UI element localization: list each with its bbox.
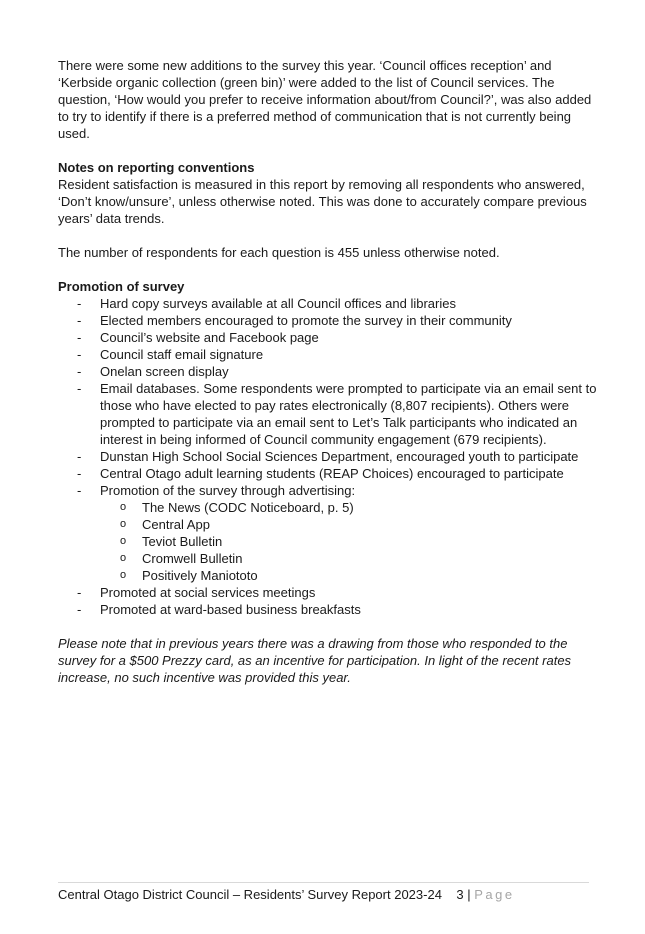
- list-item: o Positively Maniototo: [120, 568, 258, 583]
- dash-bullet: -: [77, 296, 82, 311]
- conventions-heading: Notes on reporting conventions: [58, 160, 255, 175]
- footer-separator: |: [467, 887, 471, 902]
- list-item: o The News (CODC Noticeboard, p. 5): [120, 500, 354, 515]
- dash-bullet: -: [77, 364, 82, 379]
- advertising-list: [58, 499, 598, 584]
- promotion-list: [58, 295, 598, 618]
- circle-bullet: o: [120, 552, 127, 564]
- list-item: - Promoted at social services meetings: [77, 585, 316, 600]
- dash-bullet: -: [77, 449, 82, 464]
- list-item: - Council staff email signature: [77, 347, 264, 362]
- circle-bullet: o: [120, 518, 127, 530]
- list-item: - Hard copy surveys available at all Council offices and libraries: [77, 296, 456, 311]
- conventions-paragraph: Resident satisfaction is measured in this report by removing all respondents who answered, ‘Don’t know/unsure’, unless otherwise noted. This was done to accurately compare previous years’ data trends.: [58, 177, 587, 226]
- footer-title: Central Otago District Council – Residents’ Survey Report 2023-24: [58, 887, 442, 902]
- list-item: - Onelan screen display: [77, 364, 229, 379]
- dash-bullet: -: [77, 313, 82, 328]
- dash-bullet: -: [77, 347, 82, 362]
- list-item: o Central App: [120, 517, 210, 532]
- circle-bullet: o: [120, 501, 127, 513]
- list-item: - Council’s website and Facebook page: [77, 330, 319, 345]
- dash-bullet: -: [77, 602, 82, 617]
- page-word: Page: [474, 887, 515, 902]
- dash-bullet: -: [77, 466, 82, 481]
- footer-divider: [58, 882, 589, 883]
- list-item: - Elected members encouraged to promote the survey in their community: [77, 313, 512, 328]
- dash-bullet: -: [77, 585, 82, 600]
- respondents-paragraph: The number of respondents for each question is 455 unless otherwise noted.: [58, 245, 500, 260]
- page-footer: [58, 886, 515, 903]
- dash-bullet: -: [77, 381, 82, 396]
- page-number: 3: [456, 887, 464, 902]
- intro-paragraph: There were some new additions to the survey this year. ‘Council offices reception’ and ‘Kerbside organic collection (green bin)’ were added to the list of Council services. The question, ‘How would you prefer to receive information about/from Council?’, was also added to try to identify if there is a preferred method of communication that is not currently being used.: [58, 58, 592, 141]
- list-item: - Promotion of the survey through advertising: o The News (CODC Noticeboard, p. 5) o Central App o Teviot Bulletin o Cromwell Bulletin o Positively Maniototo: [58, 482, 598, 584]
- circle-bullet: o: [120, 535, 127, 547]
- list-item: o Cromwell Bulletin: [120, 551, 243, 566]
- incentive-note: Please note that in previous years there was a drawing from those who responded to the survey for a $500 Prezzy card, as an incentive for participation. In light of the recent rates increase, no such incentive was provided this year.: [58, 636, 572, 685]
- list-item: - Dunstan High School Social Sciences Department, encouraged youth to participate: [77, 449, 579, 464]
- promotion-heading: Promotion of survey: [58, 279, 185, 294]
- dash-bullet: -: [77, 330, 82, 345]
- dash-bullet: -: [77, 483, 82, 498]
- list-item: - Central Otago adult learning students (REAP Choices) encouraged to participate: [77, 466, 564, 481]
- page-content: [58, 57, 598, 686]
- list-item: o Teviot Bulletin: [120, 534, 223, 549]
- list-item: - Promoted at ward-based business breakfasts: [77, 602, 361, 617]
- circle-bullet: o: [120, 569, 127, 581]
- list-item: - Email databases. Some respondents were prompted to participate via an email sent to those who have elected to pay rates electronically (8,807 recipients). Others were prompted to participate via an email sent to Let’s Talk participants who indicated an interest in being informed of Council community engagement (679 recipients).: [77, 381, 597, 447]
